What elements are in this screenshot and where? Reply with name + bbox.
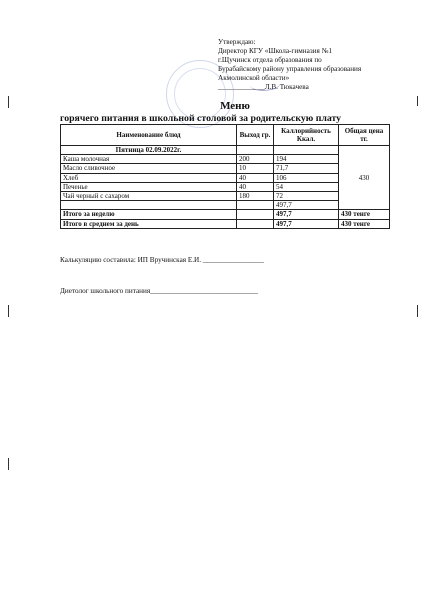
dish-calories: 72	[274, 191, 339, 200]
scan-mark	[8, 305, 9, 317]
dish-output: 10	[237, 164, 274, 173]
avg-total-calories: 497,7	[274, 219, 339, 228]
day-label: Пятница 02.09.2022г.	[61, 146, 237, 155]
dish-output: 40	[237, 173, 274, 182]
scan-mark	[8, 458, 9, 470]
dish-output: 180	[237, 191, 274, 200]
approval-line: Директор КГУ «Школа-гимназия №1	[218, 47, 333, 56]
approval-line: Утверждаю:	[218, 38, 256, 46]
week-total-row	[61, 210, 390, 219]
approval-line: Бурабайскому району управления образования	[218, 65, 362, 74]
table-header-row	[61, 125, 390, 146]
approval-block	[218, 38, 418, 93]
page-title: Меню	[220, 100, 250, 112]
header-dish: Наименование блюд	[61, 125, 237, 146]
dish-name: Хлеб	[61, 173, 237, 182]
dish-calories: 194	[274, 155, 339, 164]
header-price: Общая цена тг.	[339, 125, 390, 146]
header-calories: Каллорийность Ккал.	[274, 125, 339, 146]
calculation-author: Калькуляцию составила: ИП Вручинская Е.И. _________________	[60, 256, 264, 264]
dish-output: 200	[237, 155, 274, 164]
dish-name: Масло сливочное	[61, 164, 237, 173]
dish-calories: 106	[274, 173, 339, 182]
header-output: Выход гр.	[237, 125, 274, 146]
scan-mark	[8, 96, 9, 108]
week-total-label: Итого за неделю	[61, 210, 237, 219]
menu-table	[60, 124, 390, 229]
dish-calories: 54	[274, 182, 339, 191]
avg-total-price: 430 тенге	[339, 219, 390, 228]
day-price: 430	[339, 146, 390, 210]
dietitian-line: Диетолог школьного питания______________________________	[60, 287, 258, 295]
dish-calories: 71,7	[274, 164, 339, 173]
day-row	[61, 146, 390, 155]
avg-total-row	[61, 219, 390, 228]
page-subtitle: горячего питания в школьной столовой за родительскую плату	[60, 113, 342, 124]
week-total-calories: 497,7	[274, 210, 339, 219]
dish-name: Чай черный с сахаром	[61, 191, 237, 200]
dish-name: Каша молочная	[61, 155, 237, 164]
dish-output: 40	[237, 182, 274, 191]
subtotal-calories: 497,7	[274, 201, 339, 210]
avg-total-label: Итого в среднем за день	[61, 219, 237, 228]
scan-mark	[417, 305, 418, 317]
approval-line: Акмолинской области»	[218, 74, 290, 83]
week-total-price: 430 тенге	[339, 210, 390, 219]
approval-signature-line: _____________Л.В. Тюкачева	[218, 83, 309, 92]
scan-mark	[417, 96, 418, 106]
approval-line: г.Щучинск отдела образования по	[218, 56, 322, 65]
dish-name: Печенье	[61, 182, 237, 191]
